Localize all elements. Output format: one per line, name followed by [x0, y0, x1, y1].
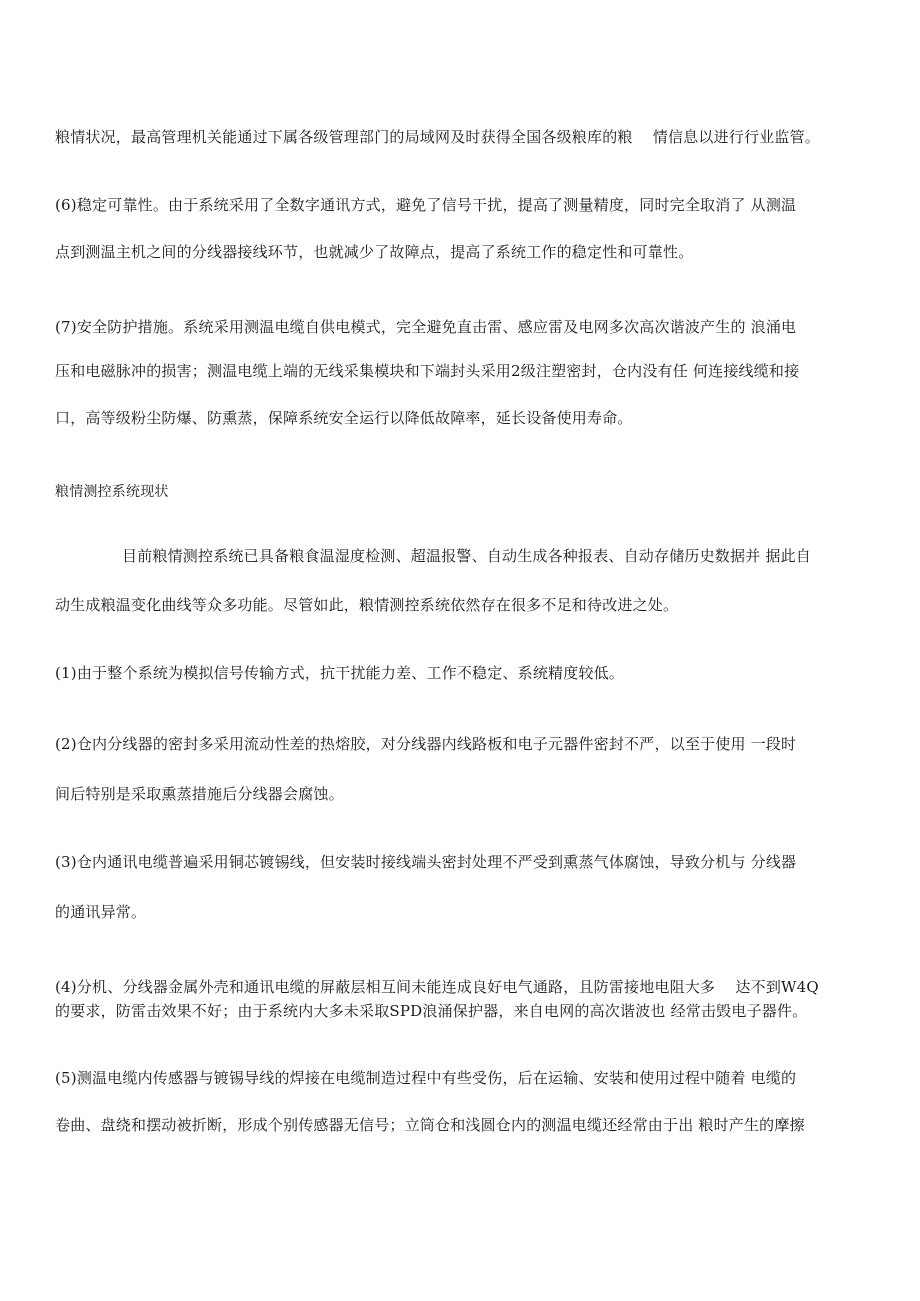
paragraph-line: (4)分机、分线器金属外壳和通讯电缆的屏蔽层相互间未能连成良好电气通路，且防雷接地电阻大多 达不到W4Q	[55, 978, 819, 996]
paragraph-line: 动生成粮温变化曲线等众多功能。尽管如此，粮情测控系统依然存在很多不足和待改进之处。	[55, 596, 679, 614]
paragraph-line: 的通讯异常。	[55, 903, 147, 921]
paragraph-line: 压和电磁脉冲的损害；测温电缆上端的无线采集模块和下端封头采用2级注塑密封，仓内没有任 何连接线缆和接	[55, 362, 800, 380]
paragraph-line: 的要求，防雷击效果不好；由于系统内大多未采取SPD浪涌保护器，来自电网的高次谐波也 经常击毁电子器件。	[55, 1002, 808, 1020]
paragraph-line: (3)仓内通讯电缆普遍采用铜芯镀锡线，但安装时接线端头密封处理不严受到熏蒸气体腐蚀，导致分机与 分线器	[55, 853, 797, 871]
paragraph-line: 点到测温主机之间的分线器接线环节，也就减少了故障点，提高了系统工作的稳定性和可靠性。	[55, 243, 694, 261]
paragraph-line: 卷曲、盘绕和摆动被折断，形成个别传感器无信号；立筒仓和浅圆仓内的测温电缆还经常由于出 粮时产生的摩擦	[55, 1116, 805, 1134]
paragraph-line: 间后特别是采取熏蒸措施后分线器会腐蚀。	[55, 785, 344, 803]
section-heading: 粮情测控系统现状	[55, 484, 169, 500]
paragraph-line: (6)稳定可靠性。由于系统采用了全数字通讯方式，避免了信号干扰，提高了测量精度，同时完全取消了 从测温	[55, 196, 797, 214]
paragraph-line: (7)安全防护措施。系统采用测温电缆自供电模式，完全避免直击雷、感应雷及电网多次高次谐波产生的 浪涌电	[55, 318, 797, 336]
paragraph-line: (2)仓内分线器的密封多采用流动性差的热熔胶，对分线器内线路板和电子元器件密封不严，以至于使用 一段时	[55, 735, 797, 753]
paragraph-line: 口，高等级粉尘防爆、防熏蒸，保障系统安全运行以降低故障率，延长设备使用寿命。	[55, 409, 633, 427]
paragraph-line: 粮情状况，最高管理机关能通过下属各级管理部门的局域网及时获得全国各级粮库的粮 情信息以进行行业监管。	[55, 128, 820, 146]
paragraph-line: 目前粮情测控系统已具备粮食温湿度检测、超温报警、自动生成各种报表、自动存储历史数据并 据此自	[122, 547, 811, 565]
paragraph-line: (5)测温电缆内传感器与镀锡导线的焊接在电缆制造过程中有些受伤，后在运输、安装和使用过程中随着 电缆的	[55, 1069, 797, 1087]
paragraph-line: (1)由于整个系统为模拟信号传输方式，抗干扰能力差、工作不稳定、系统精度较低。	[55, 664, 625, 682]
